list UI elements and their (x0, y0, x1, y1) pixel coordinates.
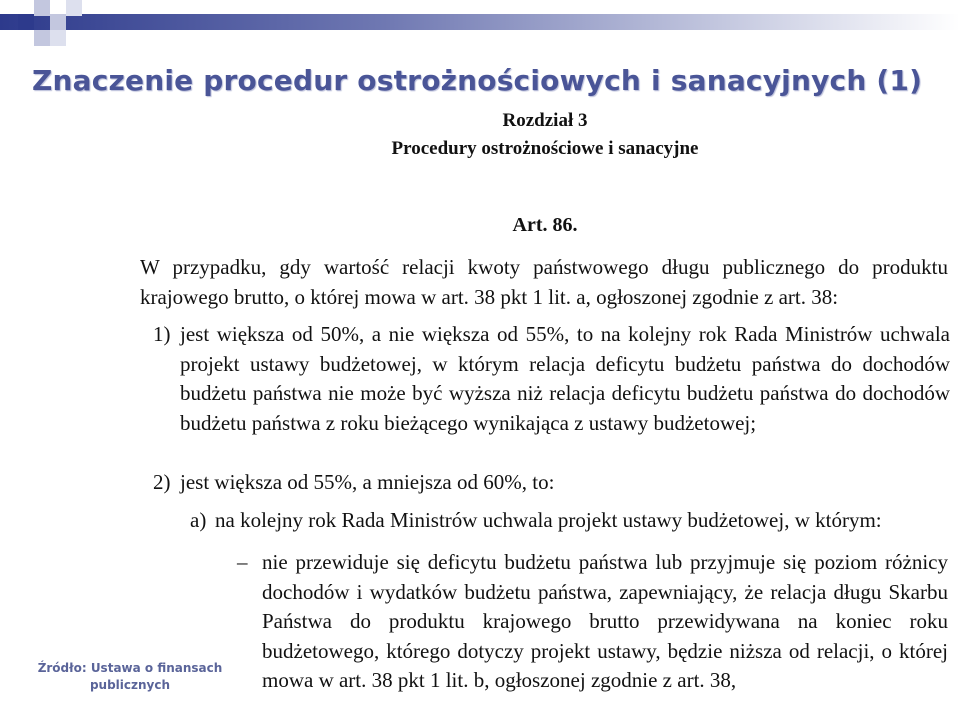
article-intro: W przypadku, gdy wartość relacji kwoty państwowego długu publicznego do produktu krajowego brutto, o której mowa w art. 38 pkt 1 lit. a, ogłoszonej zgodnie z art. 38: (140, 255, 948, 309)
item-marker: 2) (153, 470, 171, 494)
article-heading: Art. 86. (512, 214, 578, 236)
list-item: jest większa od 55%, a mniejsza od 60%, to: (180, 470, 555, 494)
dash-item-text: nie przewiduje się deficytu budżetu państwa lub przyjmuje się poziom różnicy dochodów i wydatków budżetu państwa, zapewniający, że relacja długu Skarbu Państwa do produktu krajowego brutto przewidywana na koniec roku budżetowego, którego dotyczy projekt ustawy, będzie niższa od relacji, o której mowa w art. 38 pkt 1 lit. b, ogłoszonej zgodnie z art. 38, (262, 550, 948, 692)
chapter-title: Procedury ostrożnościowe i sanacyjne (391, 138, 699, 159)
item-marker: 1) (153, 322, 171, 346)
slide-title: Znaczenie procedur ostrożnościowych i sanacyjnych (1) (32, 64, 923, 97)
subitem-text: na kolejny rok Rada Ministrów uchwala projekt ustawy budżetowej, w którym: (215, 508, 882, 532)
chapter-heading: Rozdział 3 (502, 110, 588, 131)
dash-marker: – (237, 550, 248, 574)
source-note: Źródło: Ustawa o finansach publicznych (37, 661, 223, 692)
list-item: jest większa od 50%, a nie większa od 55%, to na kolejny rok Rada Ministrów uchwala projekt ustawy budżetowej, w którym relacja deficytu budżetu państwa do dochodów budżetu państwa nie może być wyższa niż relacja deficytu budżetu państwa do dochodów budżetu państwa z roku bieżącego wynikająca z ustawy budżetowej; (180, 322, 950, 435)
subitem-marker: a) (190, 508, 207, 532)
